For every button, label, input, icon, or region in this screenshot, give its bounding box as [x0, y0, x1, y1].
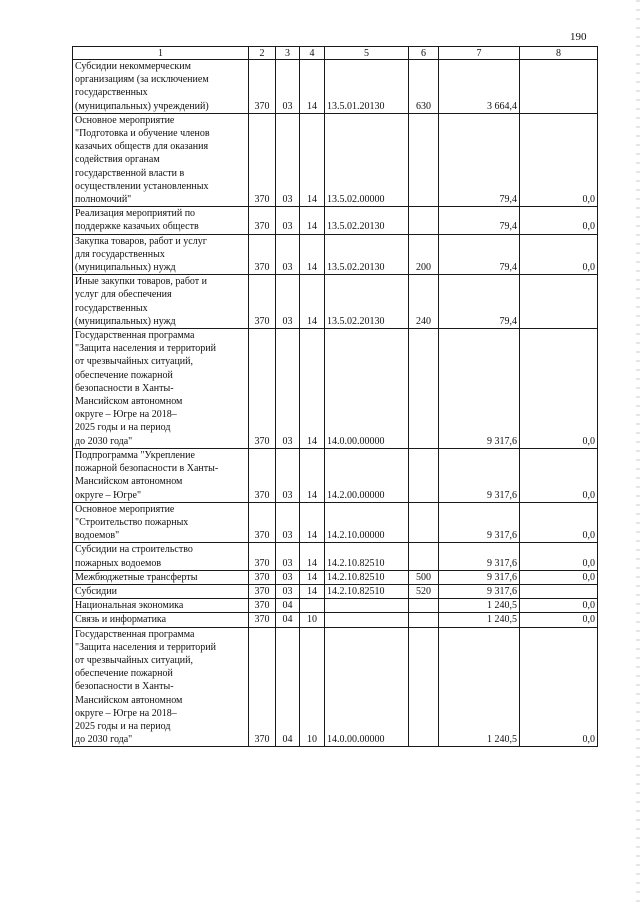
row-subsection-cell — [300, 599, 325, 613]
row-extra-amount-cell: 0,0 — [520, 207, 598, 234]
table-row — [73, 207, 598, 234]
header-col-3: 3 — [276, 47, 300, 60]
row-target-article-cell — [325, 613, 409, 627]
row-target-article-cell: 13.5.02.20130 — [325, 234, 409, 275]
row-subsection-cell: 14 — [300, 584, 325, 598]
row-name-cell: Субсидии — [73, 584, 249, 598]
table-row — [73, 543, 598, 570]
table-row — [73, 113, 598, 206]
row-subsection-cell: 10 — [300, 627, 325, 747]
row-subsection-cell: 14 — [300, 329, 325, 449]
table-row — [73, 627, 598, 747]
row-subsection-cell: 14 — [300, 60, 325, 114]
row-extra-amount-cell — [520, 584, 598, 598]
row-code-cell: 370 — [249, 543, 276, 570]
row-name-cell: Государственная программа "Защита населения и территорий от чрезвычайных ситуаций, обеспечение пожарной безопасности в Ханты- Мансийском автономном округе – Югре на 2018– 2025 годы и на период до 2030 года" — [73, 627, 249, 747]
row-expense-type-cell — [409, 599, 439, 613]
row-extra-amount-cell — [520, 60, 598, 114]
row-extra-amount-cell: 0,0 — [520, 599, 598, 613]
row-name-cell: Национальная экономика — [73, 599, 249, 613]
row-expense-type-cell — [409, 627, 439, 747]
row-section-cell: 04 — [276, 613, 300, 627]
row-extra-amount-cell: 0,0 — [520, 613, 598, 627]
row-subsection-cell: 14 — [300, 543, 325, 570]
table-row — [73, 275, 598, 329]
row-target-article-cell: 14.2.10.00000 — [325, 502, 409, 543]
row-code-cell: 370 — [249, 599, 276, 613]
row-amount-cell: 1 240,5 — [439, 599, 520, 613]
row-section-cell: 04 — [276, 627, 300, 747]
row-expense-type-cell: 630 — [409, 60, 439, 114]
row-extra-amount-cell — [520, 275, 598, 329]
row-expense-type-cell — [409, 207, 439, 234]
row-code-cell: 370 — [249, 275, 276, 329]
row-target-article-cell — [325, 599, 409, 613]
row-subsection-cell: 14 — [300, 570, 325, 584]
row-section-cell: 03 — [276, 543, 300, 570]
row-extra-amount-cell: 0,0 — [520, 234, 598, 275]
row-section-cell: 03 — [276, 275, 300, 329]
row-amount-cell: 79,4 — [439, 234, 520, 275]
table-row — [73, 329, 598, 449]
row-subsection-cell: 14 — [300, 448, 325, 502]
row-subsection-cell: 14 — [300, 275, 325, 329]
row-subsection-cell: 14 — [300, 113, 325, 206]
row-code-cell: 370 — [249, 234, 276, 275]
row-name-cell: Межбюджетные трансферты — [73, 570, 249, 584]
row-target-article-cell: 14.0.00.00000 — [325, 329, 409, 449]
row-name-cell: Субсидии некоммерческим организациям (за исключением государственных (муниципальных) учреждений) — [73, 60, 249, 114]
header-col-4: 4 — [300, 47, 325, 60]
row-target-article-cell: 13.5.02.00000 — [325, 113, 409, 206]
row-code-cell: 370 — [249, 207, 276, 234]
row-code-cell: 370 — [249, 329, 276, 449]
table-row — [73, 60, 598, 114]
row-section-cell: 03 — [276, 584, 300, 598]
row-target-article-cell: 13.5.02.20130 — [325, 207, 409, 234]
row-amount-cell: 9 317,6 — [439, 502, 520, 543]
row-amount-cell: 1 240,5 — [439, 613, 520, 627]
table-body — [73, 60, 598, 747]
row-extra-amount-cell: 0,0 — [520, 570, 598, 584]
row-extra-amount-cell: 0,0 — [520, 448, 598, 502]
row-amount-cell: 79,4 — [439, 113, 520, 206]
row-expense-type-cell — [409, 329, 439, 449]
row-amount-cell: 3 664,4 — [439, 60, 520, 114]
row-amount-cell: 9 317,6 — [439, 329, 520, 449]
table-header-row — [73, 47, 598, 60]
row-code-cell: 370 — [249, 113, 276, 206]
page-number: 190 — [570, 31, 587, 43]
header-col-5: 5 — [325, 47, 409, 60]
row-target-article-cell: 14.2.00.00000 — [325, 448, 409, 502]
row-subsection-cell: 14 — [300, 207, 325, 234]
row-name-cell: Иные закупки товаров, работ и услуг для обеспечения государственных (муниципальных) нужд — [73, 275, 249, 329]
budget-table — [72, 46, 598, 747]
row-target-article-cell: 14.2.10.82510 — [325, 584, 409, 598]
row-extra-amount-cell: 0,0 — [520, 627, 598, 747]
row-name-cell: Подпрограмма "Укрепление пожарной безопасности в Ханты- Мансийском автономном округе – Югре" — [73, 448, 249, 502]
row-expense-type-cell — [409, 613, 439, 627]
row-target-article-cell: 14.2.10.82510 — [325, 570, 409, 584]
row-target-article-cell: 14.0.00.00000 — [325, 627, 409, 747]
row-subsection-cell: 14 — [300, 234, 325, 275]
row-name-cell: Реализация мероприятий по поддержке казачьих обществ — [73, 207, 249, 234]
header-col-7: 7 — [439, 47, 520, 60]
row-code-cell: 370 — [249, 60, 276, 114]
row-section-cell: 03 — [276, 502, 300, 543]
row-expense-type-cell — [409, 113, 439, 206]
row-extra-amount-cell: 0,0 — [520, 543, 598, 570]
row-code-cell: 370 — [249, 448, 276, 502]
row-code-cell: 370 — [249, 627, 276, 747]
row-code-cell: 370 — [249, 584, 276, 598]
row-section-cell: 03 — [276, 234, 300, 275]
table-row — [73, 502, 598, 543]
row-expense-type-cell — [409, 502, 439, 543]
table-row — [73, 570, 598, 584]
row-name-cell: Субсидии на строительство пожарных водоемов — [73, 543, 249, 570]
row-section-cell: 03 — [276, 113, 300, 206]
header-col-2: 2 — [249, 47, 276, 60]
row-section-cell: 03 — [276, 570, 300, 584]
row-amount-cell: 1 240,5 — [439, 627, 520, 747]
row-amount-cell: 79,4 — [439, 207, 520, 234]
row-name-cell: Связь и информатика — [73, 613, 249, 627]
row-code-cell: 370 — [249, 613, 276, 627]
row-amount-cell: 9 317,6 — [439, 543, 520, 570]
row-section-cell: 03 — [276, 60, 300, 114]
header-col-8: 8 — [520, 47, 598, 60]
table-row — [73, 234, 598, 275]
row-amount-cell: 9 317,6 — [439, 584, 520, 598]
row-code-cell: 370 — [249, 570, 276, 584]
row-amount-cell: 9 317,6 — [439, 448, 520, 502]
row-name-cell: Основное мероприятие "Подготовка и обучение членов казачьих обществ для оказания содействия органам государственной власти в осуществлении установленных полномочий" — [73, 113, 249, 206]
row-section-cell: 03 — [276, 207, 300, 234]
row-expense-type-cell — [409, 543, 439, 570]
row-amount-cell: 79,4 — [439, 275, 520, 329]
row-section-cell: 03 — [276, 329, 300, 449]
row-extra-amount-cell: 0,0 — [520, 329, 598, 449]
row-expense-type-cell: 200 — [409, 234, 439, 275]
row-target-article-cell: 13.5.02.20130 — [325, 275, 409, 329]
row-name-cell: Государственная программа "Защита населения и территорий от чрезвычайных ситуаций, обеспечение пожарной безопасности в Ханты- Мансийском автономном округе – Югре на 2018– 2025 годы и на период до 2030 года" — [73, 329, 249, 449]
row-expense-type-cell: 240 — [409, 275, 439, 329]
row-name-cell: Основное мероприятие "Строительство пожарных водоемов" — [73, 502, 249, 543]
table-row — [73, 599, 598, 613]
row-expense-type-cell: 500 — [409, 570, 439, 584]
row-name-cell: Закупка товаров, работ и услуг для государственных (муниципальных) нужд — [73, 234, 249, 275]
table-row — [73, 448, 598, 502]
row-amount-cell: 9 317,6 — [439, 570, 520, 584]
row-expense-type-cell: 520 — [409, 584, 439, 598]
row-extra-amount-cell: 0,0 — [520, 113, 598, 206]
row-subsection-cell: 14 — [300, 502, 325, 543]
row-section-cell: 04 — [276, 599, 300, 613]
scan-edge-marks — [636, 0, 640, 905]
row-target-article-cell: 14.2.10.82510 — [325, 543, 409, 570]
row-target-article-cell: 13.5.01.20130 — [325, 60, 409, 114]
row-subsection-cell: 10 — [300, 613, 325, 627]
table-row — [73, 613, 598, 627]
row-section-cell: 03 — [276, 448, 300, 502]
row-expense-type-cell — [409, 448, 439, 502]
header-col-1: 1 — [73, 47, 249, 60]
header-col-6: 6 — [409, 47, 439, 60]
table-row — [73, 584, 598, 598]
row-code-cell: 370 — [249, 502, 276, 543]
row-extra-amount-cell: 0,0 — [520, 502, 598, 543]
